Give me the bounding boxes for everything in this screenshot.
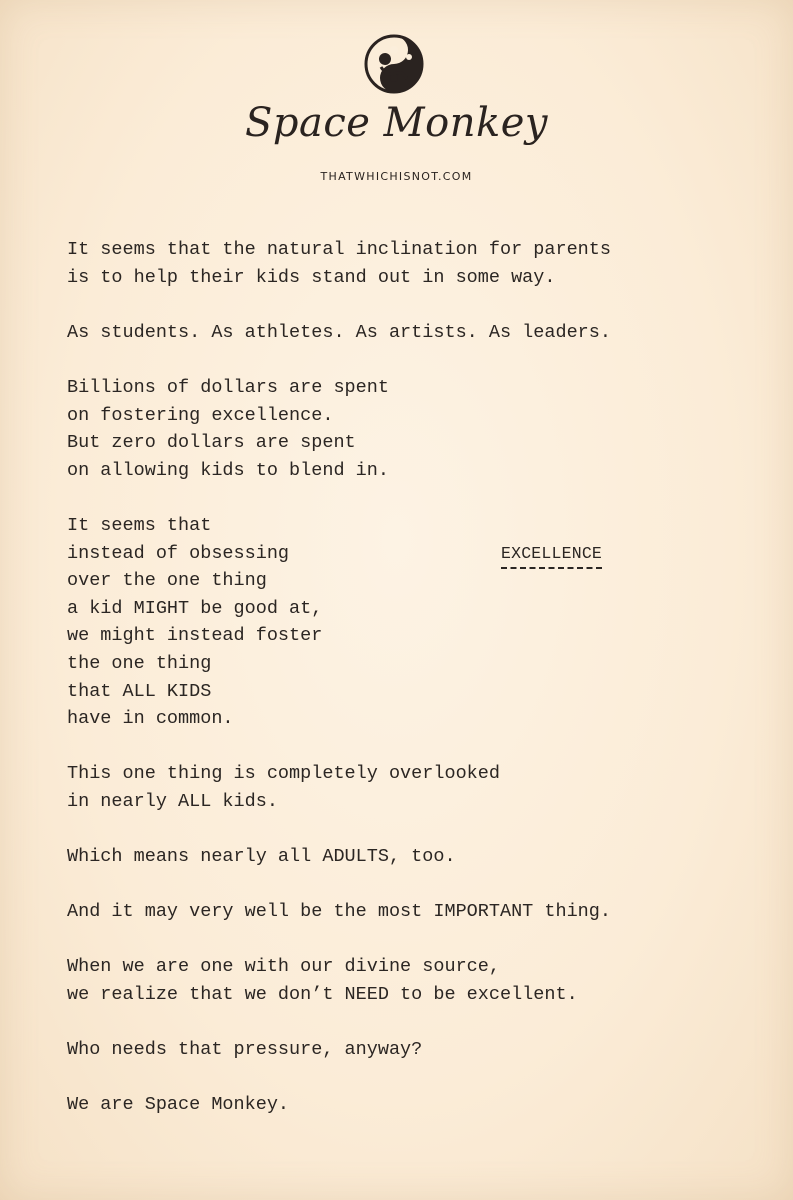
site-url: THATWHICHISNOT.COM [320,170,473,183]
paragraph-10 [67,1091,747,1119]
text-line: Which means nearly all ADULTS, too. [67,846,456,868]
text-line: We are Space Monkey. [67,1094,290,1116]
text-line: on fostering excellence. [67,404,334,426]
text-line: This one thing is completely overlooked [67,763,500,785]
text-line: But zero dollars are spent [67,432,356,454]
margin-note: EXCELLENCE [501,542,602,569]
text-line: have in common. [67,708,234,730]
text-line: we realize that we don’t NEED to be excellent. [67,984,578,1006]
text-line: that ALL KIDS [67,680,212,702]
paragraph-2 [67,319,747,347]
brand-name: Space Monkey [245,100,548,146]
paragraph-1 [67,236,747,291]
space-monkey-logo-icon [363,33,425,95]
paragraph-3 [67,374,747,484]
text-line: on allowing kids to blend in. [67,459,389,481]
paragraph-8 [67,953,747,1008]
text-line: It seems that [67,514,212,536]
letter-body [67,236,747,1147]
paragraph-5 [67,760,747,815]
text-line: instead of obsessing [67,542,290,564]
text-line: As students. As athletes. As artists. As leaders. [67,321,611,343]
text-line: And it may very well be the most IMPORTANT thing. [67,901,611,923]
paragraph-6 [67,843,747,871]
text-line: in nearly ALL kids. [67,790,278,812]
text-line: Billions of dollars are spent [67,376,389,398]
text-line: Who needs that pressure, anyway? [67,1039,423,1061]
text-line: a kid MIGHT be good at, [67,597,323,619]
paragraph-7 [67,898,747,926]
paragraph-4 [67,512,747,733]
text-line: the one thing [67,652,212,674]
text-line: we might instead foster [67,625,323,647]
text-line: over the one thing [67,570,267,592]
text-line: It seems that the natural inclination for parents [67,239,611,260]
paragraph-9 [67,1036,747,1064]
text-line: is to help their kids stand out in some way. [67,266,556,288]
text-line: When we are one with our divine source, [67,956,500,978]
